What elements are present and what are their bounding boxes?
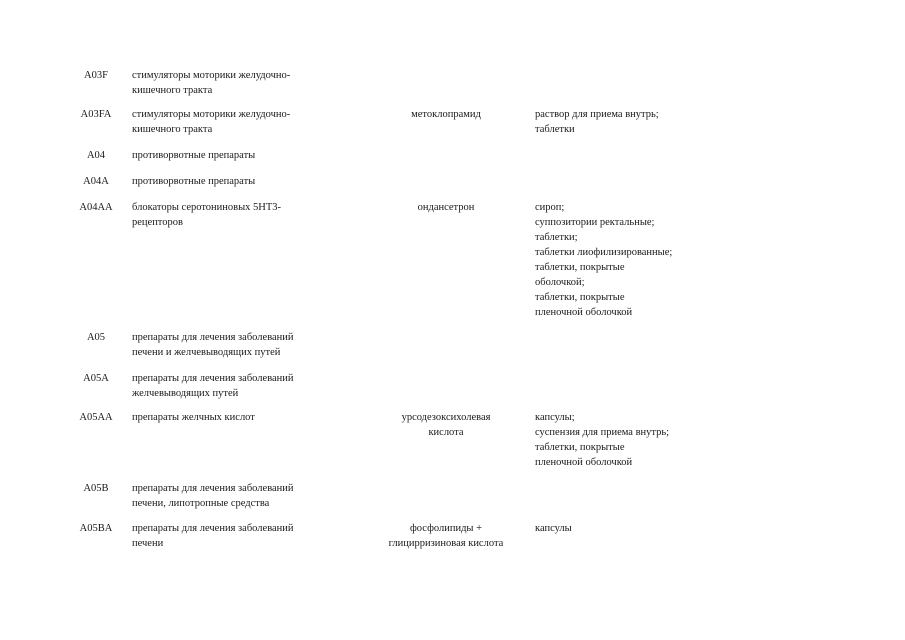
anatomical-group-name (132, 521, 347, 551)
atc-code: A05 (86, 332, 106, 343)
drug-name-line: глицирризиновая кислота (388, 538, 504, 549)
drug-name (366, 410, 526, 440)
anatomical-group-name-line: препараты для лечения заболеваний (132, 332, 294, 343)
drug-name (366, 521, 526, 551)
dosage-forms-line: раствор для приема внутрь; (535, 109, 659, 120)
anatomical-group-name-line: стимуляторы моторики желудочно- (132, 109, 291, 120)
anatomical-group-name-line: препараты для лечения заболеваний (132, 523, 294, 534)
anatomical-group-name (132, 68, 347, 98)
dosage-forms-line: суппозитории ректальные; (535, 217, 655, 228)
dosage-forms (535, 410, 735, 470)
anatomical-group-name (132, 330, 347, 360)
dosage-forms-line: суспензия для приема внутрь; (535, 427, 670, 438)
dosage-forms-line: таблетки (535, 124, 575, 135)
anatomical-group-name-line: стимуляторы моторики желудочно- (132, 70, 291, 81)
atc-code: A04A (83, 176, 109, 187)
dosage-forms-line: оболочкой; (535, 277, 585, 288)
drug-name (366, 107, 526, 122)
anatomical-group-name (132, 410, 347, 425)
atc-code: A05AA (79, 412, 113, 423)
anatomical-group-name (132, 174, 347, 189)
atc-code: A05B (83, 483, 109, 494)
drug-name-line: фосфолипиды + (409, 523, 483, 534)
anatomical-group-name-line: желчевыводящих путей (132, 388, 239, 399)
atc-code: A03F (84, 70, 108, 81)
anatomical-group-name (132, 371, 347, 401)
anatomical-group-name-line: блокаторы серотониновых 5HT3- (132, 202, 282, 213)
dosage-forms-line: капсулы; (535, 412, 575, 423)
atc-code: A05BA (79, 523, 113, 534)
anatomical-group-name (132, 481, 347, 511)
dosage-forms-line: таблетки, покрытые (535, 442, 625, 453)
anatomical-group-name (132, 107, 347, 137)
anatomical-group-name (132, 200, 347, 230)
atc-code: A03FA (80, 109, 112, 120)
dosage-forms-line: таблетки, покрытые (535, 292, 625, 303)
anatomical-group-name-line: препараты для лечения заболеваний (132, 373, 294, 384)
anatomical-group-name-line: печени (132, 538, 164, 549)
drug-name-line: метоклопрамид (411, 109, 481, 120)
anatomical-group-name-line: печени и желчевыводящих путей (132, 347, 281, 358)
dosage-forms-line: сироп; (535, 202, 565, 213)
anatomical-group-name-line: противорвотные препараты (132, 150, 256, 161)
dosage-forms-line: пленочной оболочкой (535, 307, 633, 318)
drug-name (366, 200, 526, 215)
anatomical-group-name-line: препараты для лечения заболеваний (132, 483, 294, 494)
drug-name-line: кислота (428, 427, 464, 438)
drug-name-line: ондансетрон (417, 202, 475, 213)
dosage-forms (535, 200, 735, 320)
anatomical-group-name-line: препараты желчных кислот (132, 412, 255, 423)
anatomical-group-name-line: кишечного тракта (132, 85, 213, 96)
anatomical-group-name-line: кишечного тракта (132, 124, 213, 135)
dosage-forms-line: капсулы (535, 523, 572, 534)
dosage-forms-line: таблетки; (535, 232, 578, 243)
atc-code: A04AA (79, 202, 113, 213)
anatomical-group-name-line: рецепторов (132, 217, 183, 228)
drug-name-line: урсодезоксихолевая (401, 412, 491, 423)
dosage-forms (535, 521, 735, 536)
atc-code: A04 (86, 150, 106, 161)
dosage-forms-line: пленочной оболочкой (535, 457, 633, 468)
anatomical-group-name-line: противорвотные препараты (132, 176, 256, 187)
dosage-forms-line: таблетки лиофилизированные; (535, 247, 673, 258)
anatomical-group-name-line: печени, липотропные средства (132, 498, 270, 509)
anatomical-group-name (132, 148, 347, 163)
dosage-forms (535, 107, 735, 137)
atc-code: A05A (83, 373, 109, 384)
dosage-forms-line: таблетки, покрытые (535, 262, 625, 273)
